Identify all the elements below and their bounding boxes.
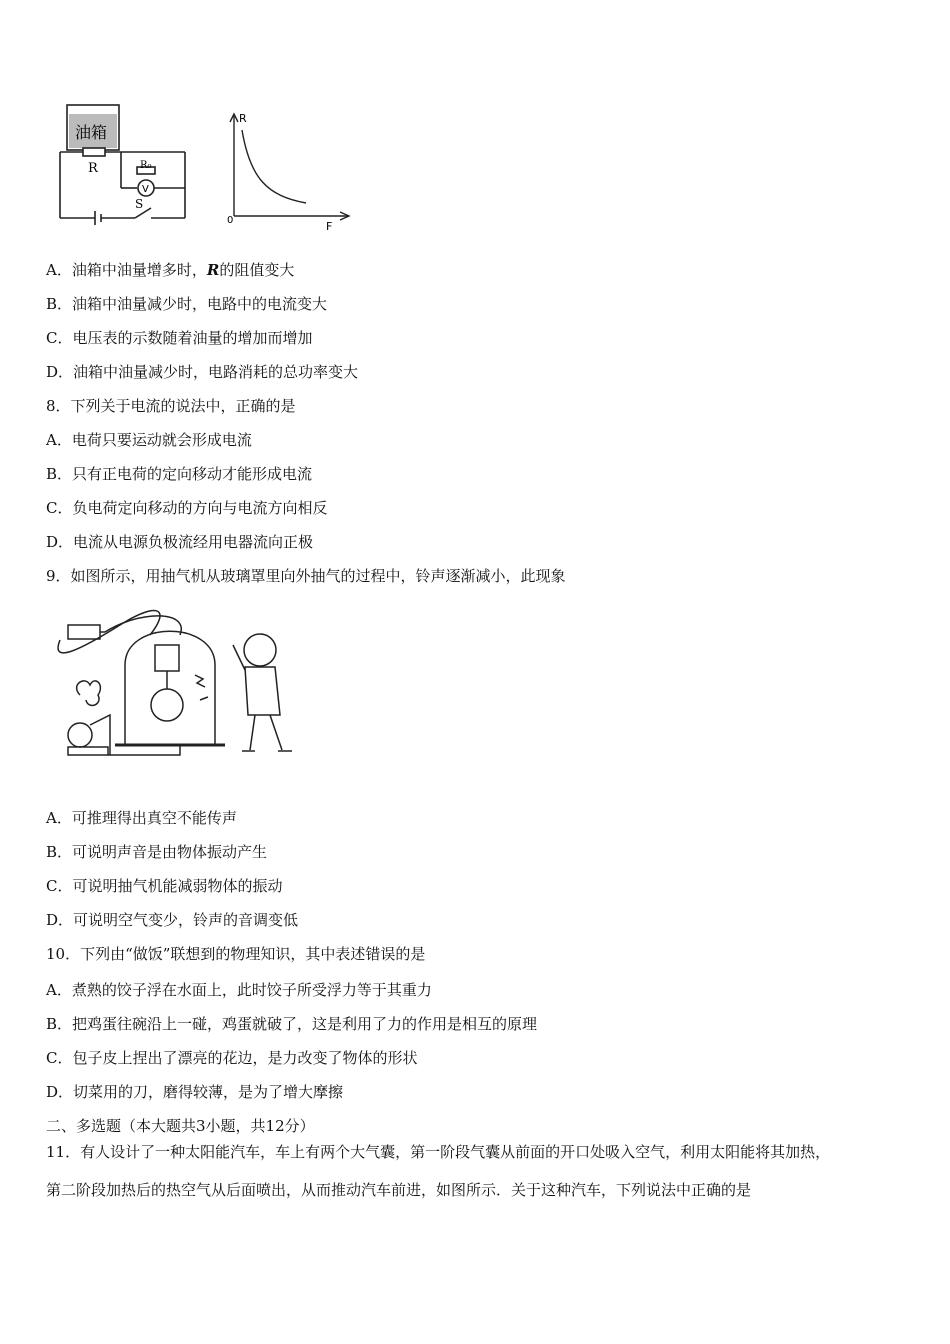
graph-x-label: F [326, 220, 333, 233]
q10-option-d: D．切菜用的刀，磨得较薄，是为了增大摩擦 [46, 1083, 344, 1101]
q10-option-b: B．把鸡蛋往碗沿上一碰，鸡蛋就破了，这是利用了力的作用是相互的原理 [46, 1015, 538, 1033]
q8-option-d: D．电流从电源负极流经用电器流向正极 [46, 533, 314, 551]
bell-jar-pump-figure [50, 605, 300, 765]
voltmeter-label: V [142, 184, 149, 195]
q9-option-d: D．可说明空气变少，铃声的音调变低 [46, 911, 299, 929]
q8-option-a: A．电荷只要运动就会形成电流 [46, 431, 252, 449]
q11-line-2: 第二阶段加热后的热空气从后面喷出，从而推动汽车前进，如图所示．关于这种汽车，下列说法中正确的是 [46, 1181, 752, 1199]
q7-option-b: B．油箱中油量减少时，电路中的电流变大 [46, 295, 328, 313]
q9-stem: 9．如图所示，用抽气机从玻璃罩里向外抽气的过程中，铃声逐渐减小，此现象 [46, 567, 566, 585]
q7-option-c: C．电压表的示数随着油量的增加而增加 [46, 329, 313, 347]
q7-option-a: A．油箱中油量增多时，R的阻值变大 [46, 261, 295, 279]
tank-label: 油箱 [75, 123, 108, 142]
r-f-graph-figure [222, 108, 357, 233]
q8-stem: 8．下列关于电流的说法中，正确的是 [46, 397, 296, 415]
q10-option-c: C．包子皮上捏出了漂亮的花边，是力改变了物体的形状 [46, 1049, 418, 1067]
q10-stem: 10．下列由“做饭”联想到的物理知识，其中表述错误的是 [46, 945, 426, 963]
graph-origin: 0 [227, 215, 234, 226]
q10-option-a: A．煮熟的饺子浮在水面上，此时饺子所受浮力等于其重力 [46, 981, 432, 999]
q7-option-d: D．油箱中油量减少时，电路消耗的总功率变大 [46, 363, 359, 381]
q9-option-a: A．可推理得出真空不能传声 [46, 809, 237, 827]
section-heading: 二、多选题（本大题共3小题，共12分） [46, 1117, 315, 1135]
q9-option-c: C．可说明抽气机能减弱物体的振动 [46, 877, 283, 895]
r0-label: R₀ [140, 160, 152, 171]
q8-option-b: B．只有正电荷的定向移动才能形成电流 [46, 465, 313, 483]
resistor-label: R [88, 161, 98, 176]
q8-option-c: C．负电荷定向移动的方向与电流方向相反 [46, 499, 328, 517]
graph-y-label: R [239, 112, 247, 125]
switch-label: S [135, 197, 144, 211]
oil-tank-circuit-figure [55, 100, 195, 230]
q9-option-b: B．可说明声音是由物体振动产生 [46, 843, 268, 861]
q11-line-1: 11．有人设计了一种太阳能汽车，车上有两个大气囊，第一阶段气囊从前面的开口处吸入空气，利用太阳能将其加热， [46, 1143, 831, 1161]
